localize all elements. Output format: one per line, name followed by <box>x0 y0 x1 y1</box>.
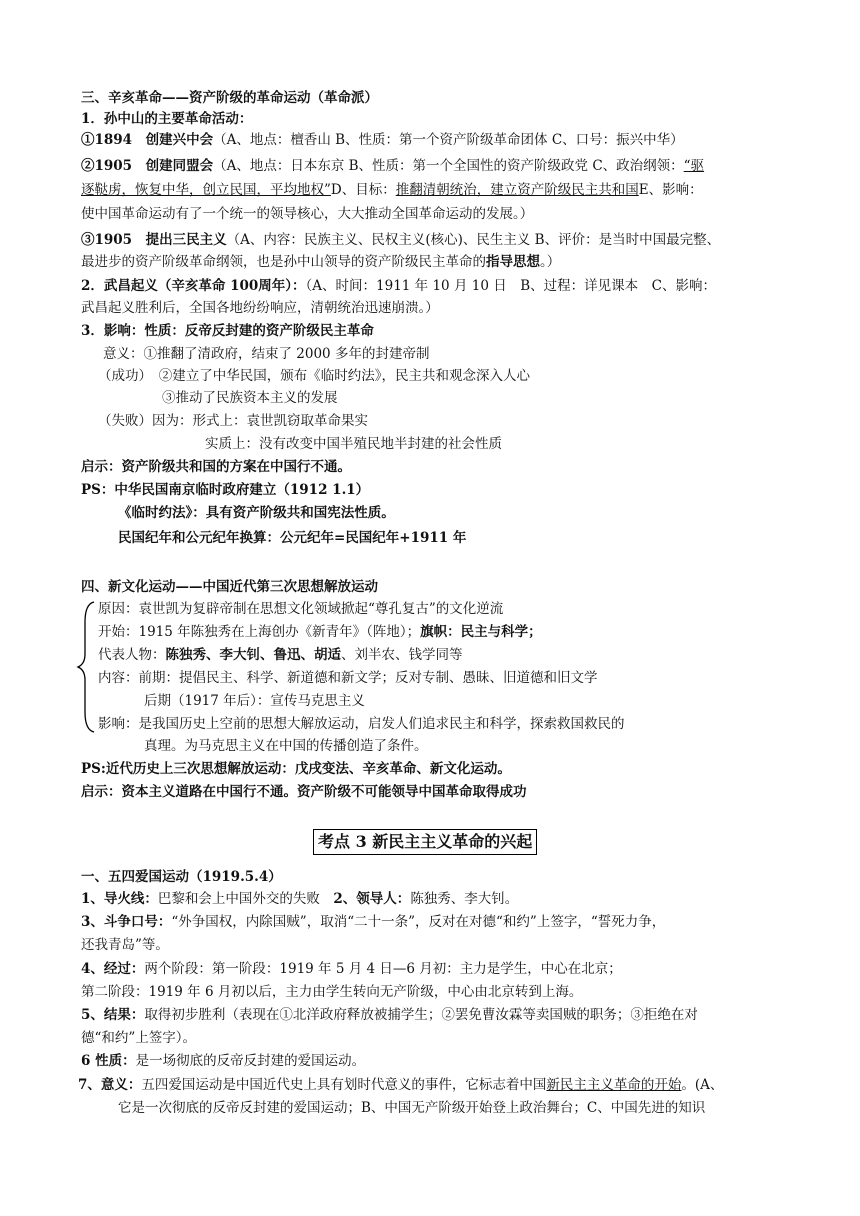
result-text: 取得初步胜利（表现在①北洋政府释放被捕学生；②罢免曹汝霖等卖国贼的职务；③拒绝在对 <box>144 1007 698 1023</box>
nc-representatives <box>98 644 463 666</box>
may4-slogan-2: 还我青岛”等。 <box>81 937 169 953</box>
ps-1: PS：中华民国南京临时政府建立（1912 1.1） <box>81 482 370 498</box>
nc-start <box>98 621 542 643</box>
item-1894-text: （A、地点：檀香山 B、性质：第一个资产阶级革命团体 C、口号：振兴中华） <box>213 132 684 148</box>
item-1905-head: ②1905 创建同盟会 <box>81 158 214 174</box>
may4-result-2: 德“和约”上签字）。 <box>81 1030 197 1046</box>
failure-1 <box>98 410 368 432</box>
item-1905-line3: 使中国革命运动有了一个统一的领导核心，大大推动全国革命运动的发展。） <box>81 206 534 222</box>
goal-label: D、目标： <box>330 182 396 198</box>
section-4-title: 四、新文化运动——中国近代第三次思想解放运动 <box>81 579 378 595</box>
nature-text: 是一场彻底的反帝反封建的爱国运动。 <box>135 1053 366 1069</box>
may4-result <box>81 1004 698 1026</box>
insight-2: 启示：资本主义道路在中国行不通。资产阶级不可能领导中国革命取得成功 <box>81 784 527 800</box>
nc-impact-2: 真理。为马克思主义在中国的传播创造了条件。 <box>144 738 428 754</box>
leaders-label: 2、领导人： <box>333 891 411 907</box>
brace-icon <box>76 600 96 734</box>
nc-impact-1: 影响：是我国历史上空前的思想大解放运动，启发人们追求民主和科学，探索救国救民的 <box>98 716 625 732</box>
fuse-label: 1、导火线： <box>81 891 158 907</box>
slogan-label: 3、斗争口号： <box>81 914 172 930</box>
wuchang-text: （A、时间：1911 年 10 月 10 日 B、过程：详见课本 C、影响： <box>305 278 716 294</box>
impact-heading: 3．影响：性质：反帝反封建的资产阶级民主革命 <box>81 323 374 339</box>
may4-significance <box>78 1074 723 1096</box>
significance-label: 意义： <box>103 346 144 362</box>
significance-3: ③推动了民族资本主义的发展 <box>162 390 338 406</box>
three-principles-close: 。） <box>540 254 561 270</box>
may4-slogan <box>81 911 665 933</box>
nc-reps-label: 代表人物： <box>98 647 166 663</box>
nc-reps-rest: 、刘半农、钱学同等 <box>341 647 463 663</box>
process-text: 两个阶段：第一阶段：1919 年 5 月 4 日—6 月初：主力是学生，中心在北京； <box>144 961 622 977</box>
fuse-text: 巴黎和会上中国外交的失败 <box>157 891 334 907</box>
significance-1-text: ①推翻了清政府，结束了 2000 多年的封建帝制 <box>143 346 430 362</box>
may4-title: 一、五四爱国运动（1919.5.4） <box>81 869 282 885</box>
wuchang-line2: 武昌起义胜利后，全国各地纷纷响应，清朝统治迅速崩溃。） <box>81 300 439 316</box>
goal-text: 推翻清朝统治，建立资产阶级民主共和国 <box>395 182 639 198</box>
process-label: 4、经过： <box>81 961 145 977</box>
may4-line1 <box>81 888 518 910</box>
failure-2: 实质上：没有改变中国半殖民地半封建的社会性质 <box>205 436 502 452</box>
wuchang-head: 2．武昌起义（辛亥革命 100周年）： <box>81 278 306 294</box>
sun-activities-heading: 1．孙中山的主要革命活动： <box>81 111 253 127</box>
nc-start-text: 开始：1915 年陈独秀在上海创办《新青年》（阵地）； <box>98 624 421 640</box>
slogan-part-2: 逐鞑虏，恢复中华，创立民国，平均地权” <box>81 182 331 198</box>
leaders-text: 陈独秀、李大钊。 <box>410 891 519 907</box>
item-three-principles <box>81 229 720 251</box>
significance-2-text: ②建立了中华民国，颁布《临时约法》，民主共和观念深入人心 <box>158 368 530 384</box>
may4-nature <box>81 1050 365 1072</box>
exam-point-title: 考点 3 新民主主义革命的兴起 <box>313 829 537 855</box>
nature-label: 6 性质： <box>81 1053 136 1069</box>
item-1894 <box>81 129 684 151</box>
may4-significance-2: 它是一次彻底的反帝反封建的爱国运动；B、中国无产阶级开始登上政治舞台；C、中国先进的知识 <box>118 1100 706 1116</box>
significance-label-2: 7、意义： <box>78 1077 142 1093</box>
nc-content-1: 内容：前期：提倡民主、科学、新道德和新文学；反对专制、愚昧、旧道德和旧文学 <box>98 670 598 686</box>
failure-label: （失败）因为： <box>98 413 193 429</box>
item-1905-line2 <box>81 179 703 201</box>
nc-content-2: 后期（1917 年后）：宣传马克思主义 <box>144 693 365 709</box>
ps-1-constitution: 《临时约法》：具有资产阶级共和国宪法性质。 <box>118 505 395 521</box>
three-principles-line2 <box>81 251 560 273</box>
item-1894-head: ①1894 创建兴中会 <box>81 132 214 148</box>
wuchang-uprising <box>81 275 716 297</box>
three-principles-line2-text: 最进步的资产阶级革命纲领，也是孙中山领导的资产阶级民主革命的 <box>81 254 486 270</box>
ps-2: PS:近代历史上三次思想解放运动：戊戌变法、辛亥革命、新文化运动。 <box>81 761 511 777</box>
item-1905-tongmenghui <box>81 155 704 177</box>
failure-1-text: 形式上：袁世凯窃取革命果实 <box>192 413 368 429</box>
significance-cont: 。(A、 <box>681 1077 724 1093</box>
significance-text: 五四爱国运动是中国近代史上具有划时代意义的事件，它标志着中国 <box>141 1077 547 1093</box>
new-democratic-start: 新民主主义革命的开始 <box>546 1077 682 1093</box>
may4-process-2: 第二阶段：1919 年 6 月初以后，主力由学生转向无产阶级，中心由北京转到上海。 <box>81 984 583 1000</box>
success-label: （成功） <box>98 368 146 384</box>
significance-1 <box>103 343 429 365</box>
result-label: 5、结果： <box>81 1007 145 1023</box>
nc-reps-bold: 陈独秀、李大钊、鲁迅、胡适 <box>165 647 341 663</box>
nc-banner: 旗帜：民主与科学； <box>420 624 542 640</box>
guiding-thought: 指导思想 <box>486 254 540 270</box>
ps-1-calendar: 民国纪年和公元纪年换算：公元纪年=民国纪年+1911 年 <box>118 530 467 546</box>
insight-1: 启示：资产阶级共和国的方案在中国行不通。 <box>81 459 351 475</box>
nc-cause: 原因：袁世凯为复辟帝制在思想文化领域掀起“尊孔复古”的文化逆流 <box>98 601 504 617</box>
slogan-text: “外争国权，内除国贼”，取消“二十一条”，反对在对德“和约”上签字，“誓死力争， <box>171 914 666 930</box>
three-principles-head: ③1905 提出三民主义 <box>81 232 227 248</box>
section-3-title: 三、辛亥革命——资产阶级的革命运动（革命派） <box>81 90 378 106</box>
may4-process <box>81 958 622 980</box>
significance-2 <box>98 365 530 387</box>
slogan-part-1: “驱 <box>683 158 705 174</box>
impact-label: E、影响： <box>638 182 703 198</box>
item-1905-text-a: （A、地点：日本东京 B、性质：第一个全国性的资产阶级政党 C、政治纲领： <box>213 158 684 174</box>
three-principles-text: （A、内容：民族主义、民权主义(核心)、民生主义 B、评价：是当时中国最完整、 <box>226 232 721 248</box>
